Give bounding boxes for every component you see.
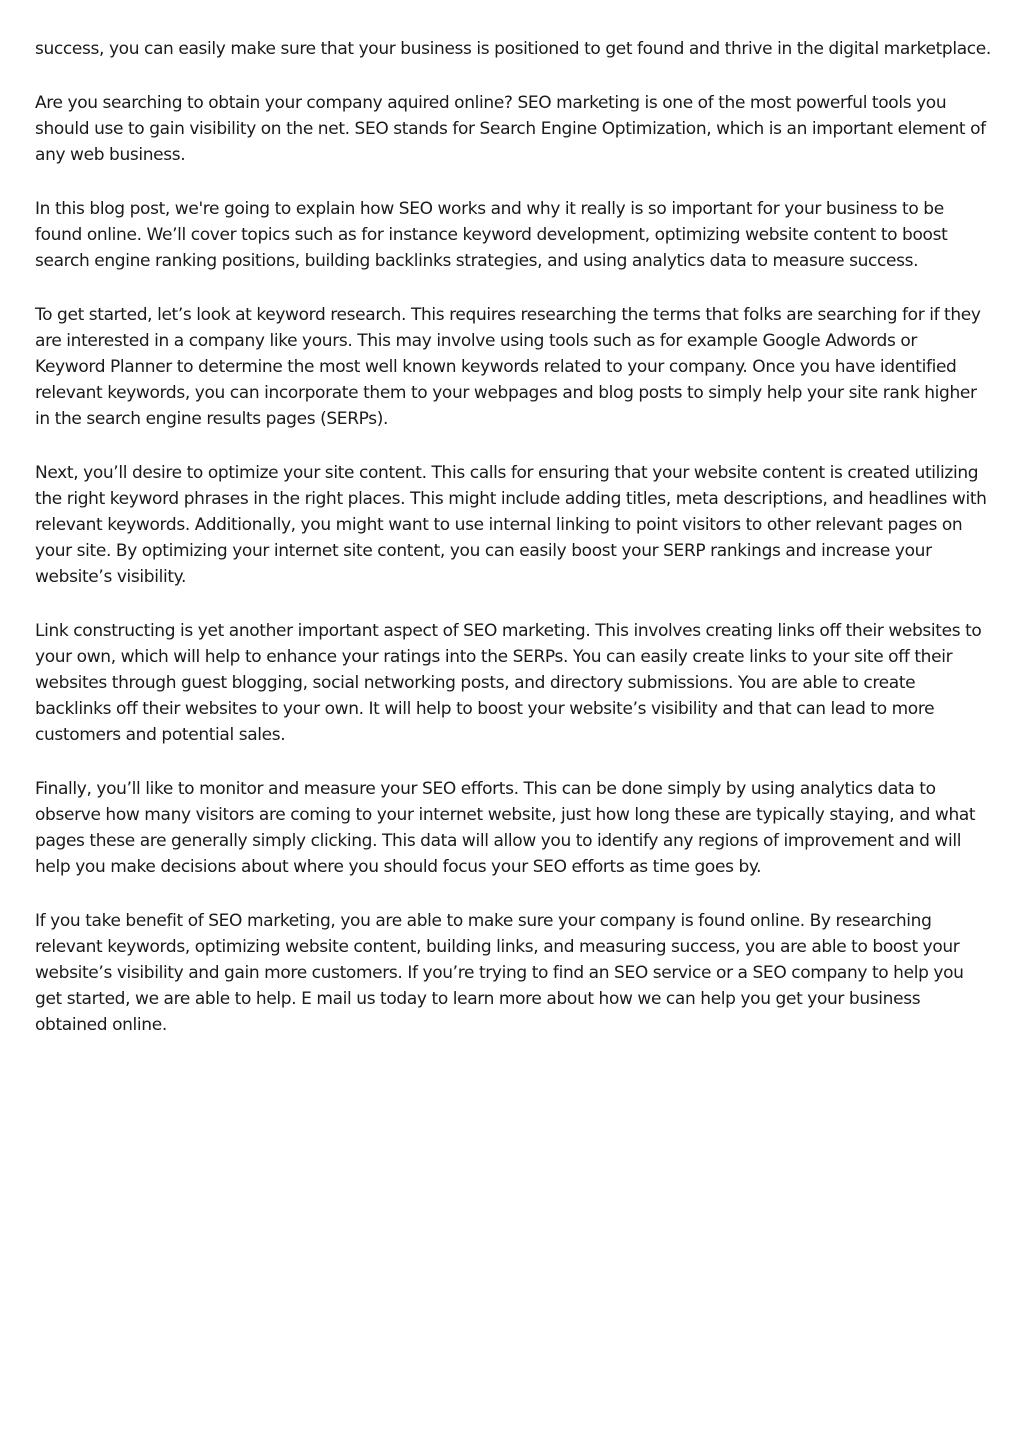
paragraph-seo-overview: Are you searching to obtain your company aquired online? SEO marketing is one of the most powerful tools you should use to gain visibility on the net. SEO stands for Search Engine Optimization, which is an important element of any web business. (35, 93, 986, 165)
paragraph-intro-continuation: success, you can easily make sure that your business is positioned to get found and thrive in the digital marketplace. (35, 39, 991, 59)
paragraph-content-optimization: Next, you’ll desire to optimize your site content. This calls for ensuring that your website content is created utilizing the right keyword phrases in the right places. This might include adding titles, meta descriptions, and headlines with relevant keywords. Additionally, you might want to use internal linking to point visitors to other relevant pages on your site. By optimizing your internet site content, you can easily boost your SERP rankings and increase your website’s visibility. (35, 463, 987, 587)
paragraph-blog-post-intro: In this blog post, we're going to explain how SEO works and why it really is so important for your business to be found online. We’ll cover topics such as for instance keyword development, optimizing website content to boost search engine ranking positions, building backlinks strategies, and using analytics data to measure success. (35, 199, 948, 271)
paragraph-conclusion: If you take benefit of SEO marketing, you are able to make sure your company is found online. By researching relevant keywords, optimizing website content, building links, and measuring success, you are able to boost your website’s visibility and gain more customers. If you’re trying to find an SEO service or a SEO company to help you get started, we are able to help. E mail us today to learn more about how we can help you get your business obtained online. (35, 911, 964, 1035)
paragraph-link-building: Link constructing is yet another important aspect of SEO marketing. This involves creating links off their websites to your own, which will help to enhance your ratings into the SERPs. You can easily create links to your site off their websites through guest blogging, social networking posts, and directory submissions. You are able to create backlinks off their websites to your own. It will help to boost your website’s visibility and that can lead to more customers and potential sales. (35, 621, 982, 745)
paragraph-measurement: Finally, you’ll like to monitor and measure your SEO efforts. This can be done simply by using analytics data to observe how many visitors are coming to your internet website, just how long these are typically staying, and what pages these are generally simply clicking. This data will allow you to identify any regions of improvement and will help you make decisions about where you should focus your SEO efforts as time goes by. (35, 779, 976, 877)
paragraph-keyword-research: To get started, let’s look at keyword research. This requires researching the terms that folks are searching for if they are interested in a company like yours. This may involve using tools such as for example Google Adwords or Keyword Planner to determine the most well known keywords related to your company. Once you have identified relevant keywords, you can incorporate them to your webpages and blog posts to simply help your site rank higher in the search engine results pages (SERPs). (35, 305, 981, 429)
document-body (35, 36, 991, 1066)
